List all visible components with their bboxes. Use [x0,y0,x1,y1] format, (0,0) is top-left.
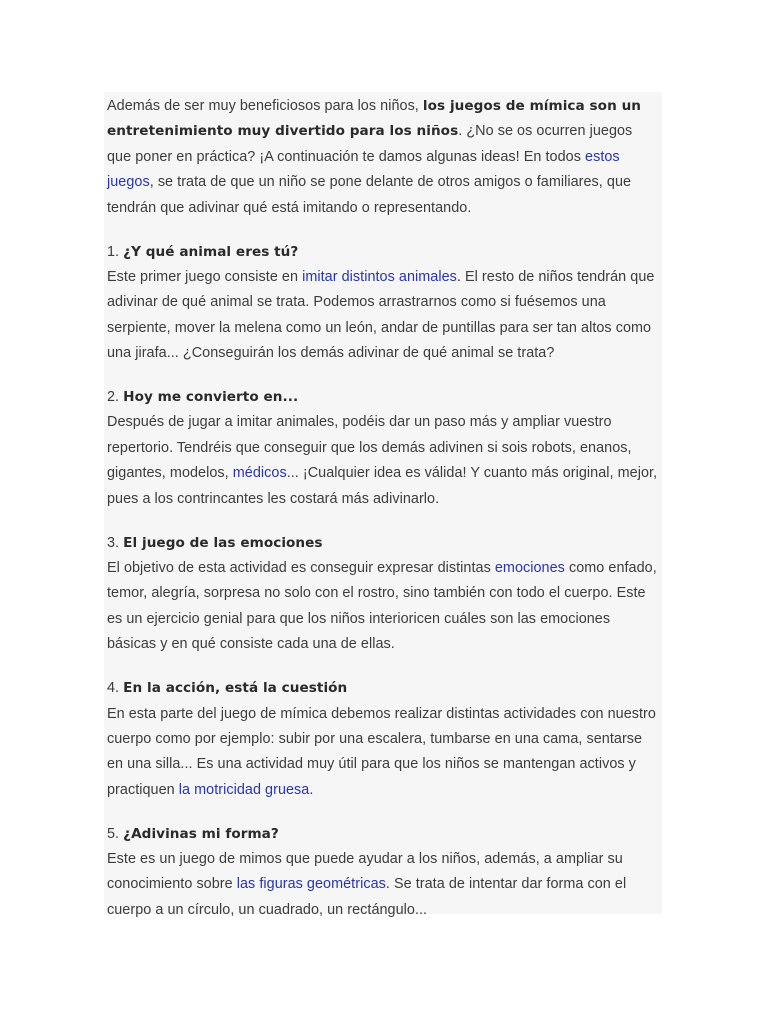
section-text: . [309,781,314,798]
intro-text: , se trata de que un niño se pone delante de otros amigos o familiares, que tendrán que adivinar qué está imitando o representando. [107,174,632,216]
article-body [104,92,662,918]
section-title: En la acción, está la cuestión [123,680,348,697]
section-number: 3. [107,534,124,551]
section-text: Este primer juego consiste en [107,268,303,285]
section-text: En esta parte del juego de mímica debemos realizar distintas actividades con nuestro cuerpo como por ejemplo: subir por una escalera, tumbarse en una cama, sentarse en una silla... Es una actividad muy útil para que los niños se mantengan activos y practiquen [107,705,656,798]
imitar-animales-link[interactable]: imitar distintos animales [302,268,457,285]
intro-text: Además de ser muy beneficiosos para los niños, [107,98,423,114]
section-heading [107,676,660,701]
intro-paragraph [107,92,660,221]
section-title: ¿Y qué animal eres tú? [123,243,299,260]
section-title: Hoy me convierto en... [123,389,299,406]
medicos-link[interactable]: médicos [232,465,287,482]
section-paragraph [107,410,660,512]
section-number: 5. [107,825,124,842]
emociones-link[interactable]: emociones [494,560,565,576]
section-title: ¿Adivinas mi forma? [123,825,279,842]
section-heading [107,385,660,410]
section-text: como enfado, temor, alegría, sorpresa no solo con el rostro, sino también con todo el cuerpo. Este es un ejercicio genial para que los niños interioricen cuáles son las emociones básicas y en qué consiste cada una de ellas. [107,560,657,653]
section-paragraph [107,847,660,923]
section-text: ... ¡Cualquier idea es válida! Y cuanto más original, mejor, pues a los contrincantes les costará más adivinarlo. [107,465,658,507]
section-number: 1. [107,243,124,260]
section-paragraph [107,265,660,367]
intro-highlight: los juegos de mímica son un entretenimiento muy divertido para los niños [107,98,642,140]
section-text: Este es un juego de mimos que puede ayudar a los niños, además, a ampliar su conocimiento sobre [107,851,623,893]
section-heading [107,822,660,847]
section-text: Después de jugar a imitar animales, podéis dar un paso más y ampliar vuestro repertorio. Tendréis que conseguir que los demás adivinen si sois robots, enanos, gigantes, modelos, [107,414,632,482]
estos-juegos-link[interactable]: estos juegos [107,148,620,191]
figuras-geometricas-link[interactable]: las figuras geométricas [236,876,386,893]
section-heading [107,240,660,265]
section-number: 2. [107,389,124,406]
section-paragraph [107,556,660,658]
section-heading [107,531,660,556]
motricidad-gruesa-link[interactable]: la motricidad gruesa [178,781,310,798]
section-paragraph [107,702,660,804]
section-text: El objetivo de esta actividad es conseguir expresar distintas [107,560,495,576]
section-text: . El resto de niños tendrán que adivinar de qué animal se trata. Podemos arrastrarnos como si fuésemos una serpiente, mover la melena como un león, andar de puntillas para ser tan altos como una jirafa... ¿Conseguirán los demás adivinar de qué animal se trata? [107,268,655,362]
intro-text: . ¿No se os ocurren juegos que poner en práctica? ¡A continuación te damos algunas ideas! En todos [107,123,633,165]
section-number: 4. [107,680,124,697]
section-text: . Se trata de intentar dar forma con el cuerpo a un círculo, un cuadrado, un rectángulo... [107,876,627,918]
section-title: El juego de las emociones [123,534,323,551]
